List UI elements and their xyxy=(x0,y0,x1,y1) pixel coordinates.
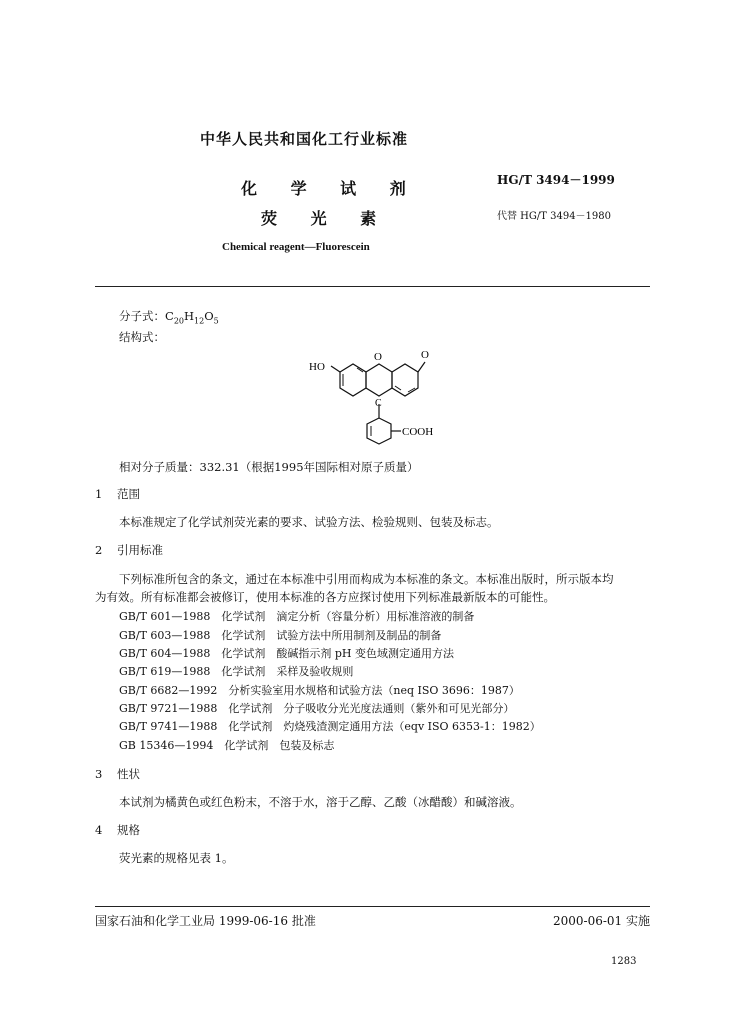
molecular-formula: 分子式：$C_{20}H_{12}O_5$ xyxy=(119,309,219,326)
right-ring xyxy=(392,364,418,396)
standard-category-title: 中华人民共和国化工行业标准 xyxy=(200,130,409,148)
scope-text: 本标准规定了化学试剂荧光素的要求、试验方法、检验规则、包装及标志。 xyxy=(119,515,499,529)
english-title: Chemical reagent—Fluorescein xyxy=(222,241,370,253)
central-ring xyxy=(366,364,392,396)
ho-label: HO xyxy=(309,361,325,373)
section-3-heading: 3 性状 xyxy=(95,767,140,781)
section-2-heading: 2 引用标准 xyxy=(95,543,163,557)
reference-item: GB/T 604—1988 化学试剂 酸碱指示剂 pH 变色域测定通用方法 xyxy=(119,647,455,660)
page-number: 1283 xyxy=(611,956,637,967)
reference-item: GB/T 601—1988 化学试剂 滴定分析（容量分析）用标准溶液的制备 xyxy=(119,610,475,623)
molar-mass: 相对分子质量：332.31（根据1995年国际相对原子质量） xyxy=(119,460,419,474)
structure-label: 结构式： xyxy=(119,330,165,344)
spec-text: 荧光素的规格见表 1。 xyxy=(119,851,234,865)
keto-oxygen-label: O xyxy=(421,349,429,361)
reference-item: GB 15346—1994 化学试剂 包装及标志 xyxy=(119,739,335,752)
footer-divider xyxy=(95,906,650,907)
cooh-label: COOH xyxy=(402,426,434,438)
reference-item: GB/T 6682—1992 分析实验室用水规格和试验方法（neq ISO 3696：1987） xyxy=(119,684,520,697)
document-title-line1: 化 学 试 剂 xyxy=(241,179,420,198)
ring-oxygen-label: O xyxy=(374,351,382,363)
central-carbon-label: C xyxy=(375,398,382,409)
replaces-standard: 代替 HG/T 3494－1980 xyxy=(497,211,612,222)
document-title-line2: 荧 光 素 xyxy=(261,209,391,228)
reference-item: GB/T 9741—1988 化学试剂 灼烧残渣测定通用方法（eqv ISO 6353-1：1982） xyxy=(119,720,541,733)
section-1-heading: 1 范围 xyxy=(95,487,140,501)
references-intro-line1: 下列标准所包含的条文，通过在本标准中引用而构成为本标准的条文。本标准出版时，所示版本均 xyxy=(119,572,614,586)
section-4-heading: 4 规格 xyxy=(95,823,140,837)
standard-code: HG/T 3494－1999 xyxy=(497,173,615,187)
header-divider xyxy=(95,286,650,287)
reference-item: GB/T 9721—1988 化学试剂 分子吸收分光光度法通则（紫外和可见光部分） xyxy=(119,702,515,715)
properties-text: 本试剂为橘黄色或红色粉末，不溶于水，溶于乙醇、乙酸（冰醋酸）和碱溶液。 xyxy=(119,795,522,809)
reference-item: GB/T 619—1988 化学试剂 采样及验收规则 xyxy=(119,665,354,678)
effective-date: 2000-06-01 实施 xyxy=(553,914,651,928)
references-intro-line2: 为有效。所有标准都会被修订，使用本标准的各方应探讨使用下列标准最新版本的可能性。 xyxy=(95,590,555,604)
fluorescein-structure xyxy=(305,344,455,449)
approval-date: 国家石油和化学工业局 1999-06-16 批准 xyxy=(95,914,316,928)
reference-item: GB/T 603—1988 化学试剂 试验方法中所用制剂及制品的制备 xyxy=(119,629,442,642)
left-ring xyxy=(340,364,366,396)
